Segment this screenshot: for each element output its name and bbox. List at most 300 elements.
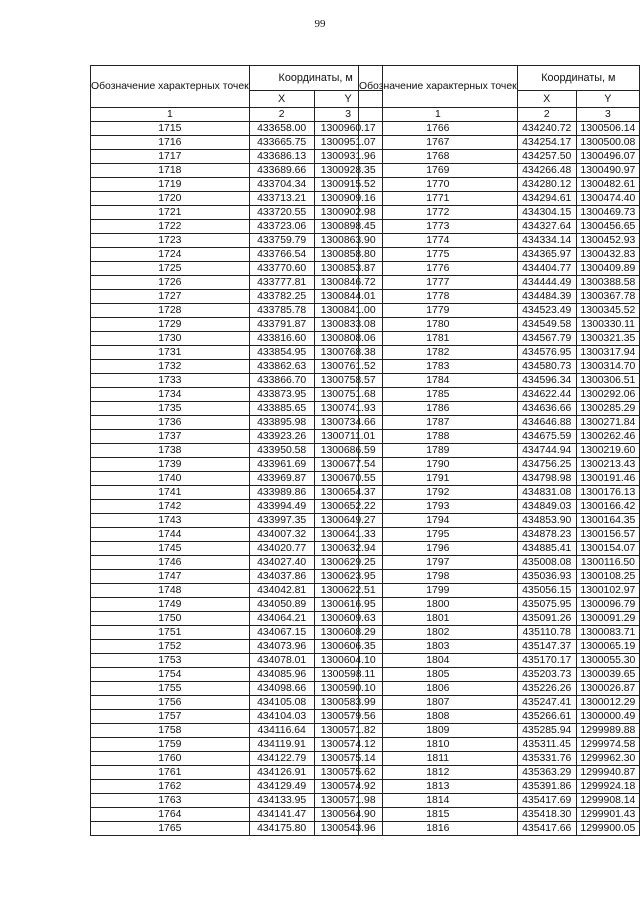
point-id-cell: 1769 [359,164,518,178]
point-id-cell: 1747 [91,570,250,584]
table-row [359,444,640,458]
point-id-cell: 1746 [91,556,250,570]
table-row [91,822,383,836]
x-coordinate-cell: 433969.87 [249,472,314,486]
table-row [91,780,383,794]
x-coordinate-cell: 435170.17 [517,654,576,668]
point-id-cell: 1801 [359,612,518,626]
x-coordinate-cell: 433665.75 [249,136,314,150]
coordinates-table-left [90,65,383,836]
x-coordinate-cell: 433723.06 [249,220,314,234]
y-coordinate-cell: 1299901.43 [576,808,639,822]
point-id-cell: 1786 [359,402,518,416]
table-row [359,668,640,682]
x-coordinate-cell: 434105.08 [249,696,314,710]
x-coordinate-cell: 434365.97 [517,248,576,262]
point-id-cell: 1720 [91,192,250,206]
y-coordinate-cell: 1300506.14 [576,122,639,136]
header-col-num: 1 [359,108,518,122]
table-row [91,528,383,542]
point-id-cell: 1777 [359,276,518,290]
y-coordinate-cell: 1300641.33 [314,528,382,542]
y-coordinate-cell: 1300219.60 [576,444,639,458]
x-coordinate-cell: 433713.21 [249,192,314,206]
point-id-cell: 1732 [91,360,250,374]
x-coordinate-cell: 433885.65 [249,402,314,416]
x-coordinate-cell: 434098.66 [249,682,314,696]
x-coordinate-cell: 434064.21 [249,612,314,626]
table-row [359,766,640,780]
point-id-cell: 1781 [359,332,518,346]
x-coordinate-cell: 434756.25 [517,458,576,472]
y-coordinate-cell: 1300751.68 [314,388,382,402]
table-row [359,598,640,612]
table-row [91,668,383,682]
y-coordinate-cell: 1300490.97 [576,164,639,178]
y-coordinate-cell: 1300039.65 [576,668,639,682]
table-row [91,556,383,570]
y-coordinate-cell: 1300609.63 [314,612,382,626]
table-row [91,542,383,556]
y-coordinate-cell: 1300677.54 [314,458,382,472]
table-row [359,318,640,332]
table-row [91,318,383,332]
table-row [91,500,383,514]
table-row [359,472,640,486]
table-row [359,206,640,220]
y-coordinate-cell: 1300469.73 [576,206,639,220]
table-row [359,738,640,752]
header-coordinates-label: Координаты, м [249,66,382,91]
y-coordinate-cell: 1300768.38 [314,346,382,360]
table-row [91,514,383,528]
point-id-cell: 1813 [359,780,518,794]
table-row [91,752,383,766]
table-row [91,640,383,654]
point-id-cell: 1778 [359,290,518,304]
y-coordinate-cell: 1300853.87 [314,262,382,276]
point-id-cell: 1759 [91,738,250,752]
x-coordinate-cell: 434596.34 [517,374,576,388]
point-id-cell: 1784 [359,374,518,388]
x-coordinate-cell: 434675.59 [517,430,576,444]
y-coordinate-cell: 1300456.65 [576,220,639,234]
point-id-cell: 1722 [91,220,250,234]
point-id-cell: 1768 [359,150,518,164]
table-row [359,500,640,514]
y-coordinate-cell: 1300574.92 [314,780,382,794]
table-row [91,598,383,612]
point-id-cell: 1809 [359,724,518,738]
y-coordinate-cell: 1300844.01 [314,290,382,304]
point-id-cell: 1798 [359,570,518,584]
x-coordinate-cell: 434119.91 [249,738,314,752]
y-coordinate-cell: 1299908.14 [576,794,639,808]
y-coordinate-cell: 1300083.71 [576,626,639,640]
point-id-cell: 1755 [91,682,250,696]
x-coordinate-cell: 433989.86 [249,486,314,500]
table-row [359,346,640,360]
y-coordinate-cell: 1300758.57 [314,374,382,388]
point-id-cell: 1716 [91,136,250,150]
point-id-cell: 1775 [359,248,518,262]
table-row [359,794,640,808]
y-coordinate-cell: 1300608.29 [314,626,382,640]
table-row [359,360,640,374]
coordinates-table-right [358,65,640,836]
x-coordinate-cell: 433854.95 [249,346,314,360]
point-id-cell: 1791 [359,472,518,486]
table-row [359,290,640,304]
y-coordinate-cell: 1300575.14 [314,752,382,766]
x-coordinate-cell: 433782.25 [249,290,314,304]
header-col-num: 3 [576,108,639,122]
point-id-cell: 1717 [91,150,250,164]
y-coordinate-cell: 1300543.96 [314,822,382,836]
x-coordinate-cell: 435056.15 [517,584,576,598]
table-row [359,388,640,402]
table-row [359,262,640,276]
header-col-num: 1 [91,108,250,122]
table-row [91,654,383,668]
point-id-cell: 1812 [359,766,518,780]
point-id-cell: 1721 [91,206,250,220]
y-coordinate-cell: 1300500.08 [576,136,639,150]
x-coordinate-cell: 433704.34 [249,178,314,192]
table-row [359,150,640,164]
y-coordinate-cell: 1299940.87 [576,766,639,780]
y-coordinate-cell: 1300314.70 [576,360,639,374]
y-coordinate-cell: 1300091.29 [576,612,639,626]
point-id-cell: 1754 [91,668,250,682]
y-coordinate-cell: 1300012.29 [576,696,639,710]
point-id-cell: 1794 [359,514,518,528]
point-id-cell: 1733 [91,374,250,388]
y-coordinate-cell: 1300841.00 [314,304,382,318]
point-id-cell: 1743 [91,514,250,528]
table-row [359,430,640,444]
point-id-cell: 1782 [359,346,518,360]
table-row [91,444,383,458]
point-id-cell: 1731 [91,346,250,360]
y-coordinate-cell: 1300176.13 [576,486,639,500]
x-coordinate-cell: 434020.77 [249,542,314,556]
y-coordinate-cell: 1300271.84 [576,416,639,430]
table-row [359,724,640,738]
x-coordinate-cell: 434744.94 [517,444,576,458]
x-coordinate-cell: 434240.72 [517,122,576,136]
table-row [91,220,383,234]
table-row [91,626,383,640]
x-coordinate-cell: 434254.17 [517,136,576,150]
x-coordinate-cell: 433816.60 [249,332,314,346]
table-row [91,248,383,262]
x-coordinate-cell: 434037.86 [249,570,314,584]
x-coordinate-cell: 435110.78 [517,626,576,640]
table-row [91,682,383,696]
y-coordinate-cell: 1300616.95 [314,598,382,612]
point-id-cell: 1748 [91,584,250,598]
y-coordinate-cell: 1300367.78 [576,290,639,304]
x-coordinate-cell: 434122.79 [249,752,314,766]
point-id-cell: 1726 [91,276,250,290]
point-id-cell: 1730 [91,332,250,346]
table-row [359,514,640,528]
x-coordinate-cell: 434257.50 [517,150,576,164]
y-coordinate-cell: 1300262.46 [576,430,639,444]
y-coordinate-cell: 1300623.95 [314,570,382,584]
y-coordinate-cell: 1300496.07 [576,150,639,164]
x-coordinate-cell: 434878.23 [517,528,576,542]
x-coordinate-cell: 435417.66 [517,822,576,836]
x-coordinate-cell: 435417.69 [517,794,576,808]
x-coordinate-cell: 435147.37 [517,640,576,654]
x-coordinate-cell: 434294.61 [517,192,576,206]
point-id-cell: 1745 [91,542,250,556]
x-coordinate-cell: 434549.58 [517,318,576,332]
table-row [91,164,383,178]
point-id-cell: 1724 [91,248,250,262]
point-id-cell: 1803 [359,640,518,654]
y-coordinate-cell: 1299989.88 [576,724,639,738]
point-id-cell: 1715 [91,122,250,136]
table-row [359,710,640,724]
y-coordinate-cell: 1300711.01 [314,430,382,444]
y-coordinate-cell: 1300670.55 [314,472,382,486]
table-row [91,178,383,192]
point-id-cell: 1744 [91,528,250,542]
x-coordinate-cell: 433759.79 [249,234,314,248]
table-row [91,724,383,738]
x-coordinate-cell: 435075.95 [517,598,576,612]
x-coordinate-cell: 434646.88 [517,416,576,430]
point-id-cell: 1749 [91,598,250,612]
y-coordinate-cell: 1300583.99 [314,696,382,710]
y-coordinate-cell: 1300166.42 [576,500,639,514]
point-id-cell: 1728 [91,304,250,318]
y-coordinate-cell: 1300065.19 [576,640,639,654]
x-coordinate-cell: 433994.49 [249,500,314,514]
table-row [91,122,383,136]
point-id-cell: 1752 [91,640,250,654]
x-coordinate-cell: 434304.15 [517,206,576,220]
table-row [91,136,383,150]
table-row [91,486,383,500]
table-row [91,570,383,584]
y-coordinate-cell: 1300898.45 [314,220,382,234]
y-coordinate-cell: 1300629.25 [314,556,382,570]
point-id-cell: 1770 [359,178,518,192]
point-id-cell: 1802 [359,626,518,640]
table-row [91,374,383,388]
x-coordinate-cell: 434484.39 [517,290,576,304]
x-coordinate-cell: 434078.01 [249,654,314,668]
point-id-cell: 1760 [91,752,250,766]
x-coordinate-cell: 434622.44 [517,388,576,402]
x-coordinate-cell: 434831.08 [517,486,576,500]
table-row [91,332,383,346]
point-id-cell: 1767 [359,136,518,150]
header-col-num: 2 [517,108,576,122]
table-row [91,192,383,206]
y-coordinate-cell: 1300590.10 [314,682,382,696]
x-coordinate-cell: 433791.87 [249,318,314,332]
point-id-cell: 1740 [91,472,250,486]
point-id-cell: 1729 [91,318,250,332]
y-coordinate-cell: 1300306.51 [576,374,639,388]
x-coordinate-cell: 433950.58 [249,444,314,458]
point-id-cell: 1719 [91,178,250,192]
table-row [359,374,640,388]
header-col-num: 3 [314,108,382,122]
header-col-num: 2 [249,108,314,122]
table-row [91,290,383,304]
y-coordinate-cell: 1300388.58 [576,276,639,290]
x-coordinate-cell: 435247.41 [517,696,576,710]
y-coordinate-cell: 1300116.50 [576,556,639,570]
y-coordinate-cell: 1300317.94 [576,346,639,360]
y-coordinate-cell: 1300928.35 [314,164,382,178]
y-coordinate-cell: 1300574.12 [314,738,382,752]
point-id-cell: 1741 [91,486,250,500]
y-coordinate-cell: 1300846.72 [314,276,382,290]
y-coordinate-cell: 1300102.97 [576,584,639,598]
table-row [91,738,383,752]
y-coordinate-cell: 1300564.90 [314,808,382,822]
table-row [359,304,640,318]
point-id-cell: 1751 [91,626,250,640]
table-body-left [91,122,383,836]
y-coordinate-cell: 1299974.58 [576,738,639,752]
table-row [91,794,383,808]
x-coordinate-cell: 433866.70 [249,374,314,388]
table-row [359,822,640,836]
x-coordinate-cell: 434027.40 [249,556,314,570]
y-coordinate-cell: 1300931.96 [314,150,382,164]
point-id-cell: 1762 [91,780,250,794]
header-point-label: Обозначение характерных точек [359,66,518,108]
point-id-cell: 1756 [91,696,250,710]
x-coordinate-cell: 434104.03 [249,710,314,724]
x-coordinate-cell: 433961.69 [249,458,314,472]
point-id-cell: 1790 [359,458,518,472]
x-coordinate-cell: 434129.49 [249,780,314,794]
y-coordinate-cell: 1300474.40 [576,192,639,206]
point-id-cell: 1738 [91,444,250,458]
table-row [359,640,640,654]
table-row [359,654,640,668]
y-coordinate-cell: 1300571.82 [314,724,382,738]
table-row [359,192,640,206]
table-row [91,276,383,290]
y-coordinate-cell: 1300909.16 [314,192,382,206]
y-coordinate-cell: 1300960.17 [314,122,382,136]
table-row [91,360,383,374]
header-x-label: X [517,91,576,108]
table-row [359,402,640,416]
y-coordinate-cell: 1300761.52 [314,360,382,374]
table-row [359,780,640,794]
table-row [91,430,383,444]
header-coordinates-label: Координаты, м [517,66,639,91]
y-coordinate-cell: 1300213.43 [576,458,639,472]
table-row [359,528,640,542]
y-coordinate-cell: 1300579.56 [314,710,382,724]
point-id-cell: 1718 [91,164,250,178]
header-y-label: Y [576,91,639,108]
point-id-cell: 1805 [359,668,518,682]
point-id-cell: 1783 [359,360,518,374]
y-coordinate-cell: 1300951.07 [314,136,382,150]
x-coordinate-cell: 434444.49 [517,276,576,290]
y-coordinate-cell: 1300292.06 [576,388,639,402]
table-body-right [359,122,640,836]
x-coordinate-cell: 434523.49 [517,304,576,318]
point-id-cell: 1753 [91,654,250,668]
point-id-cell: 1779 [359,304,518,318]
header-point-label: Обозначение характерных точек [91,66,250,108]
point-id-cell: 1765 [91,822,250,836]
point-id-cell: 1815 [359,808,518,822]
table-row [91,206,383,220]
x-coordinate-cell: 433895.98 [249,416,314,430]
point-id-cell: 1764 [91,808,250,822]
x-coordinate-cell: 435036.93 [517,570,576,584]
table-row [359,542,640,556]
y-coordinate-cell: 1300808.06 [314,332,382,346]
y-coordinate-cell: 1300575.62 [314,766,382,780]
x-coordinate-cell: 434327.64 [517,220,576,234]
x-coordinate-cell: 435418.30 [517,808,576,822]
y-coordinate-cell: 1300902.98 [314,206,382,220]
point-id-cell: 1806 [359,682,518,696]
y-coordinate-cell: 1300096.79 [576,598,639,612]
table-row [91,234,383,248]
point-id-cell: 1810 [359,738,518,752]
x-coordinate-cell: 434073.96 [249,640,314,654]
point-id-cell: 1796 [359,542,518,556]
table-row [91,696,383,710]
point-id-cell: 1771 [359,192,518,206]
point-id-cell: 1723 [91,234,250,248]
point-id-cell: 1773 [359,220,518,234]
x-coordinate-cell: 434334.14 [517,234,576,248]
x-coordinate-cell: 434280.12 [517,178,576,192]
page-number: 99 [314,18,326,30]
y-coordinate-cell: 1300345.52 [576,304,639,318]
x-coordinate-cell: 434042.81 [249,584,314,598]
x-coordinate-cell: 434007.32 [249,528,314,542]
point-id-cell: 1811 [359,752,518,766]
y-coordinate-cell: 1300285.29 [576,402,639,416]
table-row [91,304,383,318]
x-coordinate-cell: 433770.60 [249,262,314,276]
table-row [91,612,383,626]
y-coordinate-cell: 1300622.51 [314,584,382,598]
table-row [359,276,640,290]
y-coordinate-cell: 1300863.90 [314,234,382,248]
y-coordinate-cell: 1300632.94 [314,542,382,556]
x-coordinate-cell: 434404.77 [517,262,576,276]
point-id-cell: 1727 [91,290,250,304]
y-coordinate-cell: 1300432.83 [576,248,639,262]
y-coordinate-cell: 1300598.11 [314,668,382,682]
x-coordinate-cell: 433997.35 [249,514,314,528]
y-coordinate-cell: 1300156.57 [576,528,639,542]
y-coordinate-cell: 1300452.93 [576,234,639,248]
table-row [359,752,640,766]
table-row [359,164,640,178]
